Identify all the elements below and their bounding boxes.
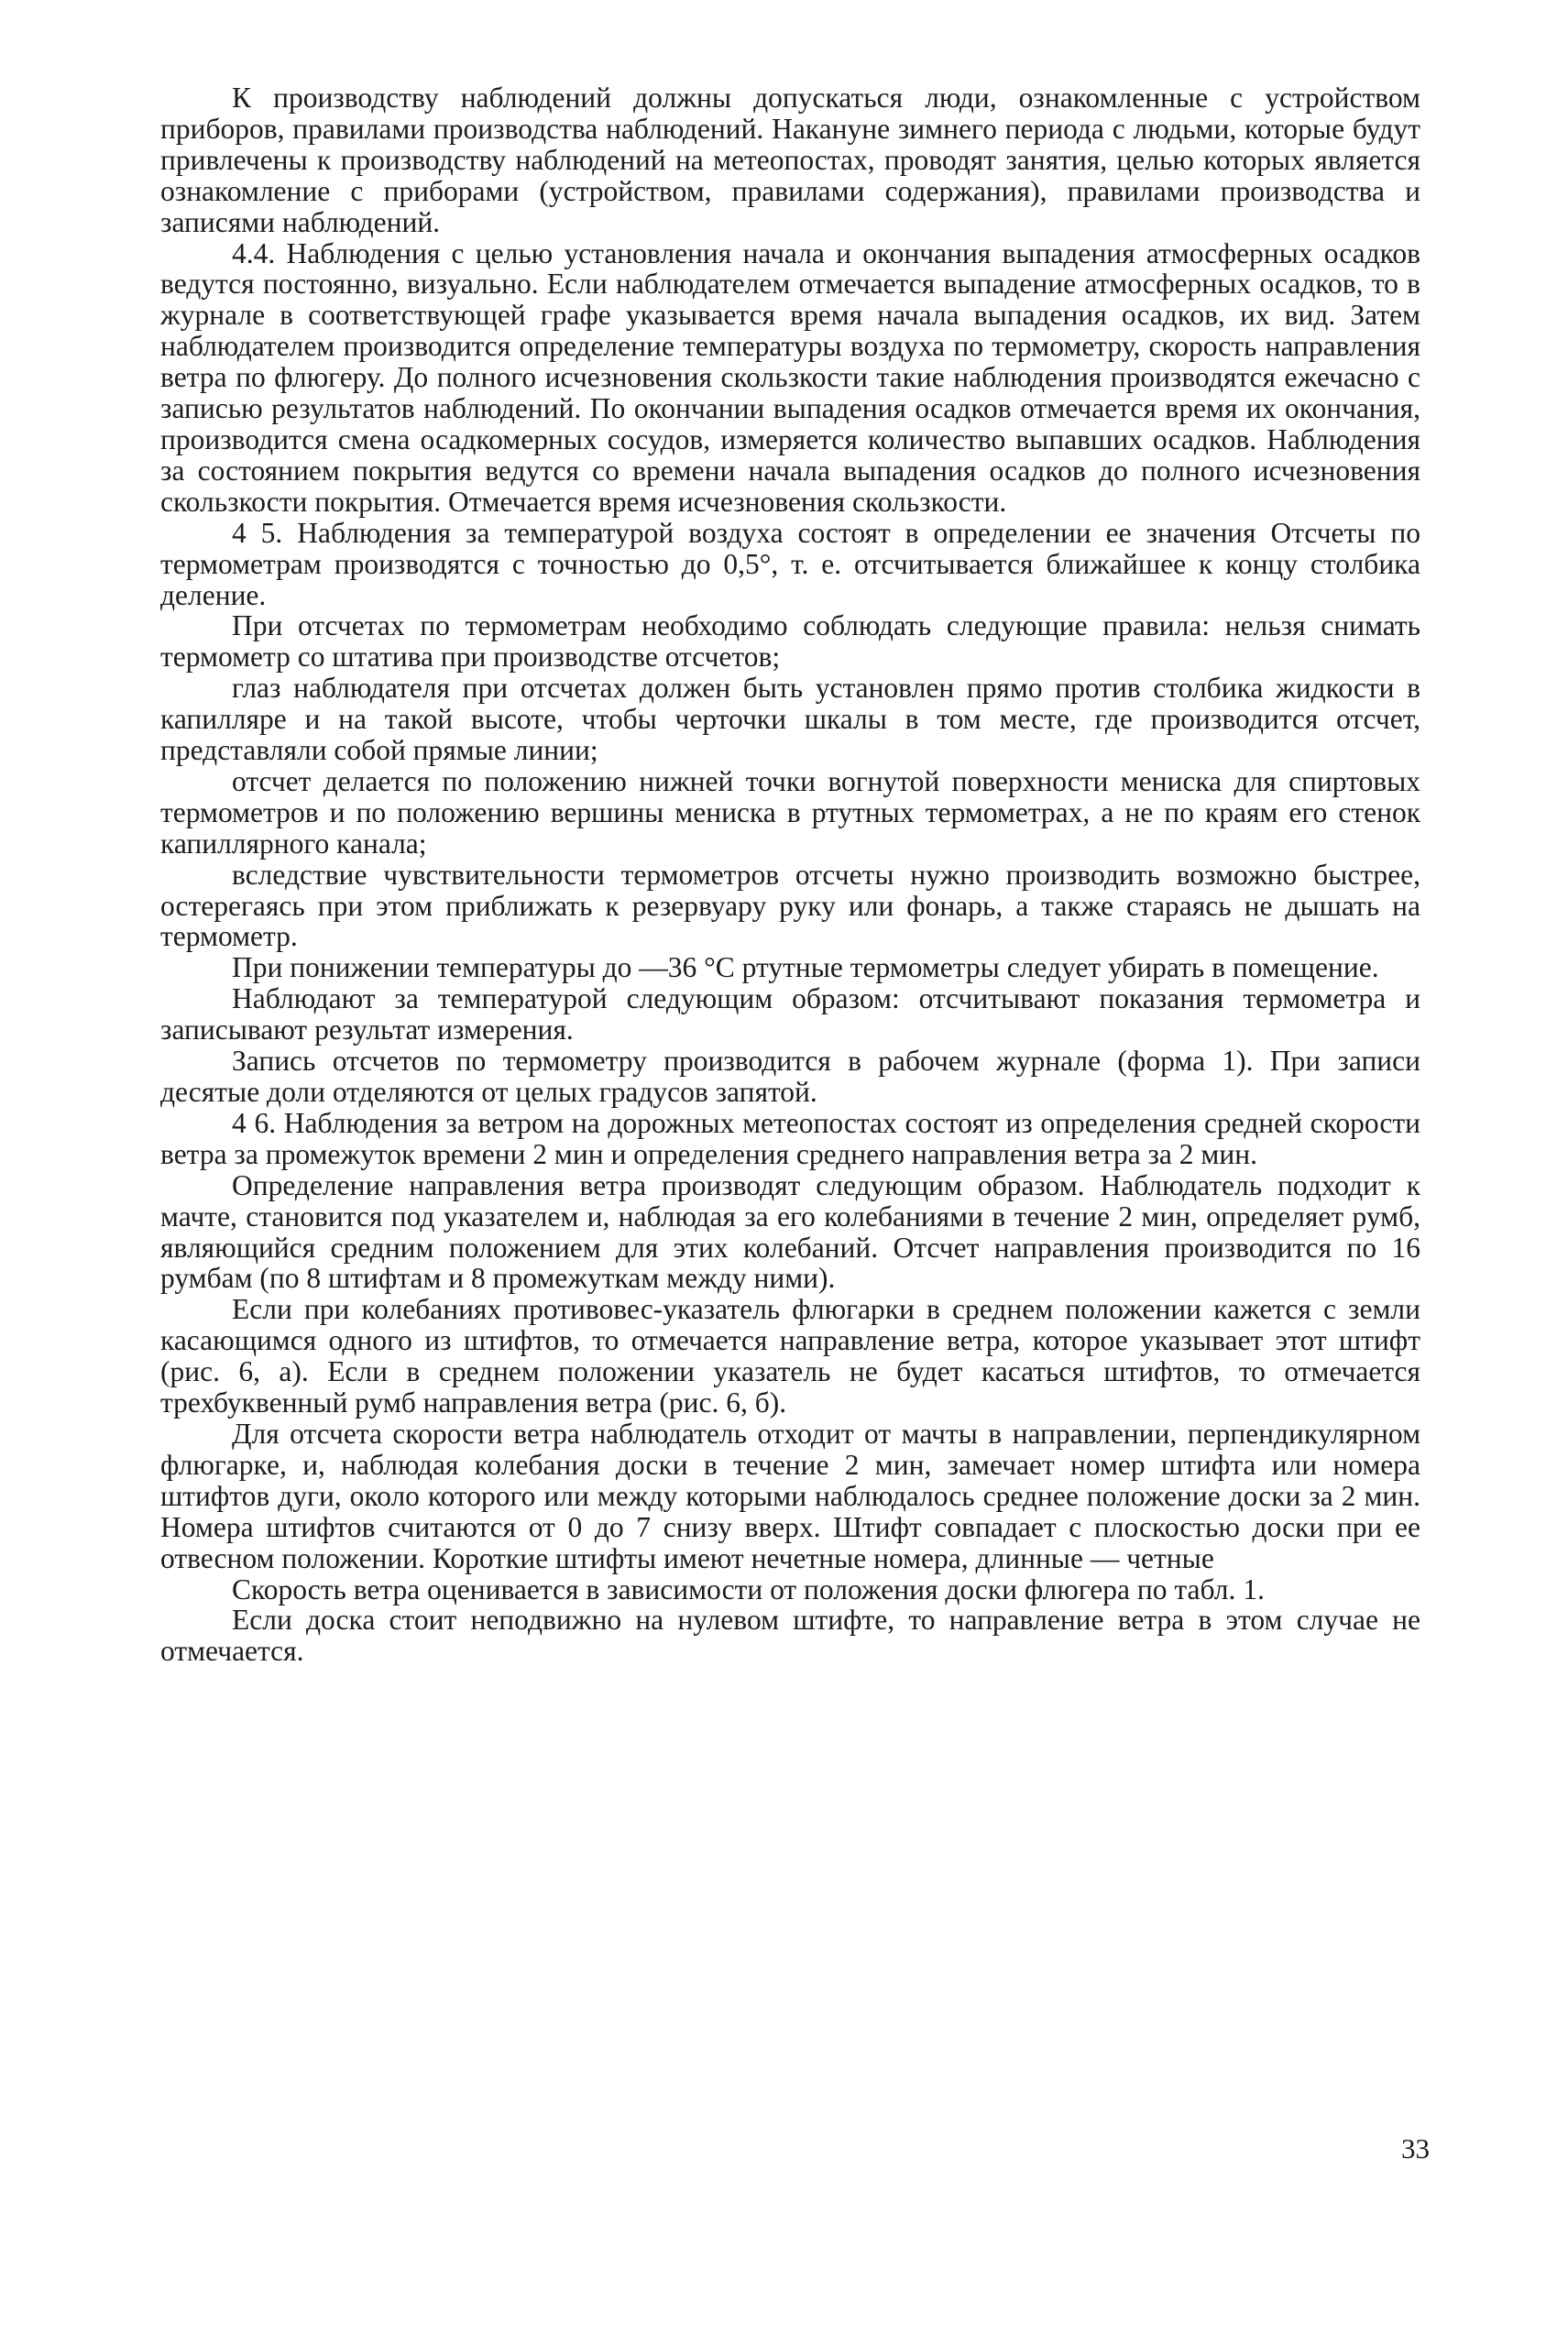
paragraph-4-5-air-temperature: 4 5. Наблюдения за температурой воздуха состоят в определении ее значения Отсчеты по термометрам производятся с точностью до 0,5°, т. е. отсчитывается ближайшее к концу столбика деление.: [160, 516, 1420, 611]
paragraph-quick-reading-rule: вследствие чувствительности термометров отсчеты нужно производить возможно быстрее, остерегаясь при этом приближать к резервуару руку или фонарь, а также стараясь не дышать на термометр.: [160, 858, 1420, 953]
paragraph-temperature-procedure: Наблюдают за температурой следующим образом: отсчитывают показания термометра и записывают результат измерения.: [160, 982, 1420, 1046]
paragraph-wind-speed-table: Скорость ветра оценивается в зависимости от положения доски флюгера по табл. 1.: [232, 1572, 1265, 1605]
paragraph-thermometer-rules: При отсчетах по термометрам необходимо соблюдать следующие правила: нельзя снимать термометр со штатива при производстве отсчетов;: [160, 609, 1420, 674]
paragraph-eye-position-rule: глаз наблюдателя при отсчетах должен быть установлен прямо против столбика жидкости в капилляре и на такой высоте, чтобы черточки шкалы в том месте, где производится отсчет, представляли собой прямые линии;: [160, 672, 1420, 767]
page-body: [160, 82, 1420, 1667]
paragraph-zero-pin: Если доска стоит неподвижно на нулевом штифте, то направление ветра в этом случае не отмечается.: [160, 1604, 1420, 1668]
paragraph-observers-training: К производству наблюдений должны допускаться люди, ознакомленные с устройством приборов, правилами производства наблюдений. Накануне зимнего периода с людьми, которые будут привлечены к производству наблюдений на метеопостах, проводят занятия, целью которых является ознакомление с приборами (устройством, правилами содержания), правилами производства и записями наблюдений.: [160, 82, 1420, 238]
paragraph-recording-readings: Запись отсчетов по термометру производится в рабочем журнале (форма 1). При записи десятые доли отделяются от целых градусов запятой.: [160, 1045, 1420, 1108]
paragraph-wind-speed-reading: Для отсчета скорости ветра наблюдатель отходит от мачты в направлении, перпендикулярном флюгарке, и, наблюдая колебания доски в течение 2 мин, замечает номер штифта или номера штифтов дуги, около которого или между которыми наблюдалось среднее положение доски за 2 мин. Номера штифтов считаются от 0 до 7 снизу вверх. Штифт совпадает с плоскостью доски при ее отвесном положении. Короткие штифты имеют нечетные номера, длинные — четные: [160, 1417, 1420, 1574]
paragraph-meniscus-rule: отсчет делается по положению нижней точки вогнутой поверхности мениска для спиртовых термометров и по положению вершины мениска в ртутных термометрах, а не по краям его стенок капиллярного канала;: [160, 764, 1420, 860]
paragraph-low-temperature-rule: При понижении температуры до —36 °C ртутные термометры следует убирать в помещение.: [232, 951, 1379, 984]
paragraph-4-4-precipitation: 4.4. Наблюдения с целью установления начала и окончания выпадения атмосферных осадков ведутся постоянно, визуально. Если наблюдателем отмечается выпадение атмосферных осадков, то в журнале в соответствующей графе указывается время начала выпадения осадков, их вид. Затем наблюдателем производится определение температуры воздуха по термометру, скорость направления ветра по флюгеру. До полного исчезновения скользкости такие наблюдения производятся ежечасно с записью результатов наблюдений. По окончании выпадения осадков отмечается время их окончания, производится смена осадкомерных сосудов, измеряется количество выпавших осадков. Наблюдения за состоянием покрытия ведутся со времени начала выпадения осадков до полного исчезновения скользкости покрытия. Отмечается время исчезновения скользкости.: [160, 236, 1420, 518]
paragraph-wind-vane-pin: Если при колебаниях противовес-указатель флюгарки в среднем положении кажется с земли касающимся одного из штифтов, то отмечается направление ветра, которое указывает этот штифт (рис. 6, а). Если в среднем положении указатель не будет касаться штифтов, то отмечается трехбуквенный румб направления ветра (рис. 6, б).: [160, 1293, 1420, 1419]
page-number: 33: [1401, 2132, 1430, 2164]
paragraph-wind-direction: Определение направления ветра производят следующим образом. Наблюдатель подходит к мачте, становится под указателем и, наблюдая за его колебаниями в течение 2 мин, определяет румб, являющийся средним положением для этих колебаний. Отсчет направления производится по 16 румбам (по 8 штифтам и 8 промежуткам между ними).: [160, 1168, 1420, 1295]
paragraph-4-6-wind: 4 6. Наблюдения за ветром на дорожных метеопостах состоят из определения средней скорости ветра за промежуток времени 2 мин и определения среднего направления ветра за 2 мин.: [160, 1106, 1420, 1170]
